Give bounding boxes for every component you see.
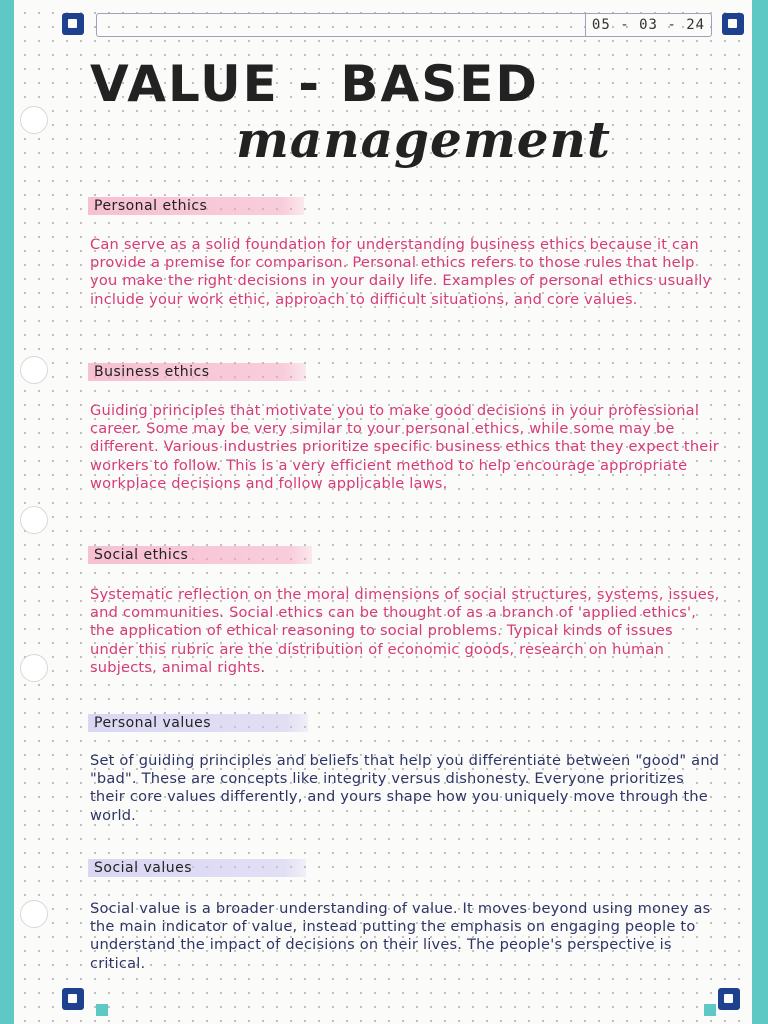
punch-hole [20, 356, 48, 384]
header-bar [96, 13, 712, 37]
section-body-social-ethics: Systematic reflection on the moral dimensions of social structures, systems, issues, and communities. Social ethics can be thought of as a branch of 'applied ethics', the application of ethical reasoning to social problems. Typical kinds of issues under this rubric are the distribution of economic goods, research on human subjects, animal rights. [90, 586, 720, 676]
corner-mark-icon [62, 13, 84, 35]
corner-square-icon [96, 1004, 108, 1016]
corner-mark-icon [718, 988, 740, 1010]
title-line-2 [236, 110, 611, 169]
punch-hole [20, 106, 48, 134]
section-heading-social-ethics: Social ethics [88, 546, 312, 564]
corner-mark-icon [722, 13, 744, 35]
title-line-2-text: management [236, 110, 611, 169]
section-heading-personal-values: Personal values [88, 714, 308, 732]
section-body-personal-ethics: Can serve as a solid foundation for understanding business ethics because it can provide a premise for comparison. Personal ethics refers to those rules that help you make the right decisions in your daily life. Examples of personal ethics usually include your work ethic, approach to difficult situations, and core values. [90, 236, 712, 308]
section-heading-business-ethics: Business ethics [88, 363, 306, 381]
punch-hole [20, 654, 48, 682]
punch-hole [20, 900, 48, 928]
corner-square-icon [704, 1004, 716, 1016]
section-body-business-ethics: Guiding principles that motivate you to make good decisions in your professional career. Some may be very similar to your personal ethics, while some may be different. Various industries prioritize specific business ethics that they expect their workers to follow. This is a very efficient method to help encourage appropriate workplace decisions and follow applicable laws. [90, 402, 719, 492]
date-field: 05 - 03 - 24 [585, 14, 711, 36]
title-line-1-text: VALUE - BASED [90, 55, 539, 113]
corner-mark-icon [62, 988, 84, 1010]
punch-hole [20, 506, 48, 534]
title-line-1 [90, 55, 539, 113]
section-body-personal-values: Set of guiding principles and beliefs that help you differentiate between "good" and "bad". These are concepts like integrity versus dishonesty. Everyone prioritizes their core values differently, and yours shape how you uniquely move through the world. [90, 752, 720, 824]
section-heading-social-values: Social values [88, 859, 306, 877]
section-body-social-values: Social value is a broader understanding of value. It moves beyond using money as the main indicator of value, instead putting the emphasis on engaging people to understand the impact of decisions on their lives. The people's perspective is critical. [90, 900, 711, 972]
notebook-page [14, 0, 752, 1024]
section-heading-personal-ethics: Personal ethics [88, 197, 304, 215]
